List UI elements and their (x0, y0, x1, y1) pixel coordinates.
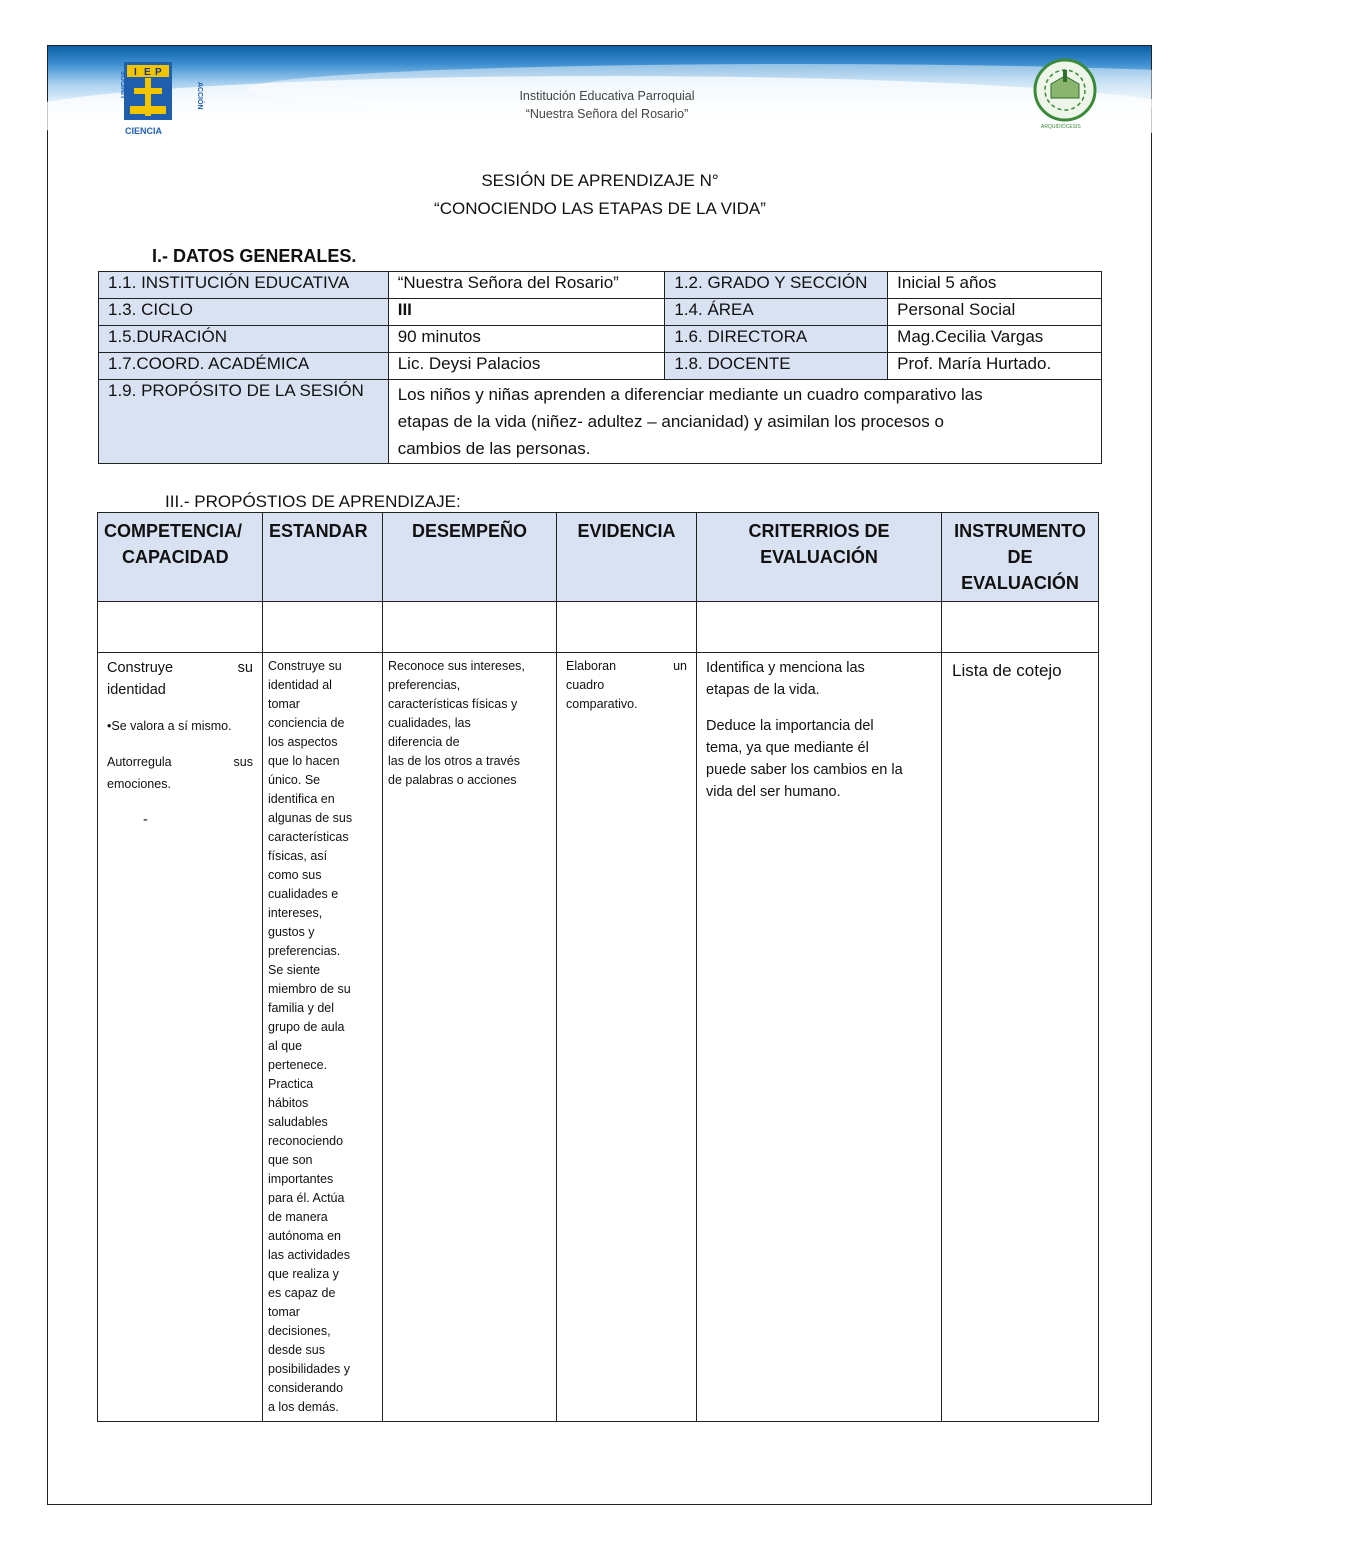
purpose-line: Los niños y niñas aprenden a diferenciar mediante un cuadro comparativo las (397, 385, 983, 404)
parish-seal (1027, 58, 1103, 130)
estandar-line: Practica (268, 1077, 314, 1091)
criterio-line: tema, ya que mediante él (706, 740, 869, 756)
header-line: INSTRUMENTO (954, 521, 1086, 541)
estandar-line: que realiza y (268, 1267, 339, 1281)
word: Autorregula (107, 755, 172, 769)
field-label: 1.6. DIRECTORA (665, 326, 888, 353)
field-value: III (388, 299, 665, 326)
logo-letter-1: I (134, 67, 137, 78)
estandar-line: pertenece. (268, 1058, 328, 1072)
criterios-cell (697, 653, 942, 1422)
header-estandar: ESTANDAR (263, 513, 383, 602)
estandar-line: algunas de sus (268, 811, 353, 825)
evidencia-line: cuadro (566, 678, 605, 692)
competencia-line: identidad (107, 682, 166, 698)
estandar-line: hábitos (268, 1096, 309, 1110)
field-label: 1.4. ÁREA (665, 299, 888, 326)
estandar-line: grupo de aula (268, 1020, 345, 1034)
header-line: EVALUACIÓN (961, 573, 1079, 593)
desempeno-cell (383, 653, 557, 1422)
table-row (99, 272, 1102, 299)
criterio-line: Identifica y menciona las (706, 660, 865, 676)
estandar-line: tomar (268, 697, 300, 711)
desempeno-line: Reconoce sus intereses, (388, 659, 525, 673)
purpose-line: cambios de las personas. (397, 439, 591, 458)
table-row-empty (98, 602, 1099, 653)
estandar-line: los aspectos (268, 735, 338, 749)
estandar-line: identifica en (268, 792, 335, 806)
evidencia-cell (557, 653, 697, 1422)
estandar-line: las actividades (268, 1248, 350, 1262)
estandar-line: Se siente (268, 963, 321, 977)
desempeno-line: características físicas y (388, 697, 518, 711)
table-row (99, 380, 1102, 464)
estandar-line: preferencias. (268, 944, 341, 958)
estandar-line: identidad al (268, 678, 332, 692)
word: sus (233, 755, 253, 769)
field-value: “Nuestra Señora del Rosario” (388, 272, 665, 299)
empty-cell (697, 602, 942, 653)
logo-letter-3: P (155, 67, 162, 78)
estandar-line: saludables (268, 1115, 328, 1129)
desempeno-line: preferencias, (388, 678, 461, 692)
field-value: Prof. María Hurtado. (888, 353, 1102, 380)
field-label: 1.2. GRADO Y SECCIÓN (665, 272, 888, 299)
evidencia-line (566, 657, 687, 676)
estandar-line: único. Se (268, 773, 321, 787)
estandar-line: reconociendo (268, 1134, 344, 1148)
field-label: 1.8. DOCENTE (665, 353, 888, 380)
field-value: Inicial 5 años (888, 272, 1102, 299)
field-label: 1.7.COORD. ACADÉMICA (99, 353, 389, 380)
logo-letter-2: E (144, 67, 151, 78)
dash-mark: - (143, 812, 148, 828)
estandar-line: de manera (268, 1210, 328, 1224)
word: Elaboran (566, 659, 617, 673)
competencia-cell (98, 653, 263, 1422)
institution-name: Institución Educativa Parroquial (519, 89, 695, 103)
estandar-line: desde sus (268, 1343, 325, 1357)
estandar-line: para él. Actúa (268, 1191, 345, 1205)
estandar-line: miembro de su (268, 982, 351, 996)
estandar-line: es capaz de (268, 1286, 336, 1300)
estandar-line: importantes (268, 1172, 334, 1186)
estandar-line: Construye su (268, 659, 342, 673)
estandar-line: tomar (268, 1305, 300, 1319)
estandar-line: intereses, (268, 906, 323, 920)
field-value: 90 minutos (388, 326, 665, 353)
word: su (237, 660, 253, 676)
estandar-line: decisiones, (268, 1324, 331, 1338)
empty-cell (942, 602, 1099, 653)
header-criterios (697, 513, 942, 602)
estandar-cell (263, 653, 383, 1422)
table-row (99, 326, 1102, 353)
evidencia-line: comparativo. (566, 697, 638, 711)
estandar-line: autónoma en (268, 1229, 341, 1243)
header-line: DE (1007, 547, 1033, 567)
empty-cell (557, 602, 697, 653)
logo-word-bottom: CIENCIA (125, 126, 163, 136)
session-title: SESIÓN DE APRENDIZAJE N° (481, 171, 719, 190)
general-data-table (98, 271, 1102, 464)
criterio-line: etapas de la vida. (706, 682, 820, 698)
estandar-line: como sus (268, 868, 322, 882)
desempeno-line: de palabras o acciones (388, 773, 517, 787)
logo-word-right: ACCIÓN (196, 82, 203, 110)
capacity-item: emociones. (107, 777, 171, 791)
instrumento-cell: Lista de cotejo (942, 653, 1099, 1422)
header-line: CAPACIDAD (122, 547, 229, 567)
criterio-line: vida del ser humano. (706, 784, 841, 800)
header-instrumento (942, 513, 1099, 602)
estandar-line: familia y del (268, 1001, 334, 1015)
estandar-line: al que (268, 1039, 303, 1053)
estandar-line: gustos y (268, 925, 315, 939)
estandar-line: físicas, así (268, 849, 328, 863)
estandar-line: características (268, 830, 349, 844)
desempeno-line: las de los otros a través (388, 754, 521, 768)
header-line: COMPETENCIA/ (104, 521, 243, 541)
empty-cell (263, 602, 383, 653)
field-value: Personal Social (888, 299, 1102, 326)
empty-cell (98, 602, 263, 653)
header-competencia (98, 513, 263, 602)
criterio-line: puede saber los cambios en la (706, 762, 903, 778)
field-label: 1.1. INSTITUCIÓN EDUCATIVA (99, 272, 389, 299)
header-line: CRITERRIOS DE (748, 521, 890, 541)
field-label: 1.5.DURACIÓN (99, 326, 389, 353)
capacity-item (107, 751, 253, 773)
header-evidencia: EVIDENCIA (557, 513, 697, 602)
session-subtitle: “CONOCIENDO LAS ETAPAS DE LA VIDA” (434, 199, 766, 218)
field-label: 1.3. CICLO (99, 299, 389, 326)
criterio-line: Deduce la importancia del (706, 718, 874, 734)
field-value: Mag.Cecilia Vargas (888, 326, 1102, 353)
desempeno-line: cualidades, las (388, 716, 471, 730)
desempeno-line: diferencia de (388, 735, 460, 749)
estandar-line: considerando (268, 1381, 344, 1395)
learning-purposes-heading: III.- PROPÓSTIOS DE APRENDIZAJE: (165, 492, 461, 511)
word: un (673, 659, 687, 673)
general-data-heading: I.- DATOS GENERALES. (152, 246, 357, 266)
estandar-line: a los demás. (268, 1400, 339, 1414)
table-header-row (98, 513, 1099, 602)
estandar-line: que lo hacen (268, 754, 340, 768)
estandar-line: cualidades e (268, 887, 339, 901)
estandar-line: conciencia de (268, 716, 345, 730)
seal-cross-icon (1063, 70, 1067, 82)
word: Construye (107, 660, 174, 676)
header-line: EVALUACIÓN (760, 547, 878, 567)
purpose-text (388, 380, 1101, 464)
seal-caption: ARQUIDIÓCESIS (1041, 124, 1081, 130)
institution-subname: “Nuestra Señora del Rosario” (525, 107, 689, 121)
purpose-line: etapas de la vida (niñez- adultez – ancianidad) y asimilan los procesos o (397, 412, 944, 431)
table-row (99, 353, 1102, 380)
logo-word-left: UNIDOS (121, 70, 128, 98)
competencia-line (107, 657, 253, 679)
learning-purposes-table (97, 512, 1099, 1422)
empty-cell (383, 602, 557, 653)
estandar-line: posibilidades y (268, 1362, 350, 1376)
header-desempeno: DESEMPEÑO (383, 513, 557, 602)
table-row (99, 299, 1102, 326)
table-row (98, 653, 1099, 1422)
capacity-item: •Se valora a sí mismo. (107, 719, 232, 733)
purpose-label: 1.9. PROPÓSITO DE LA SESIÓN (99, 380, 389, 464)
field-value: Lic. Deysi Palacios (388, 353, 665, 380)
estandar-line: que son (268, 1153, 313, 1167)
